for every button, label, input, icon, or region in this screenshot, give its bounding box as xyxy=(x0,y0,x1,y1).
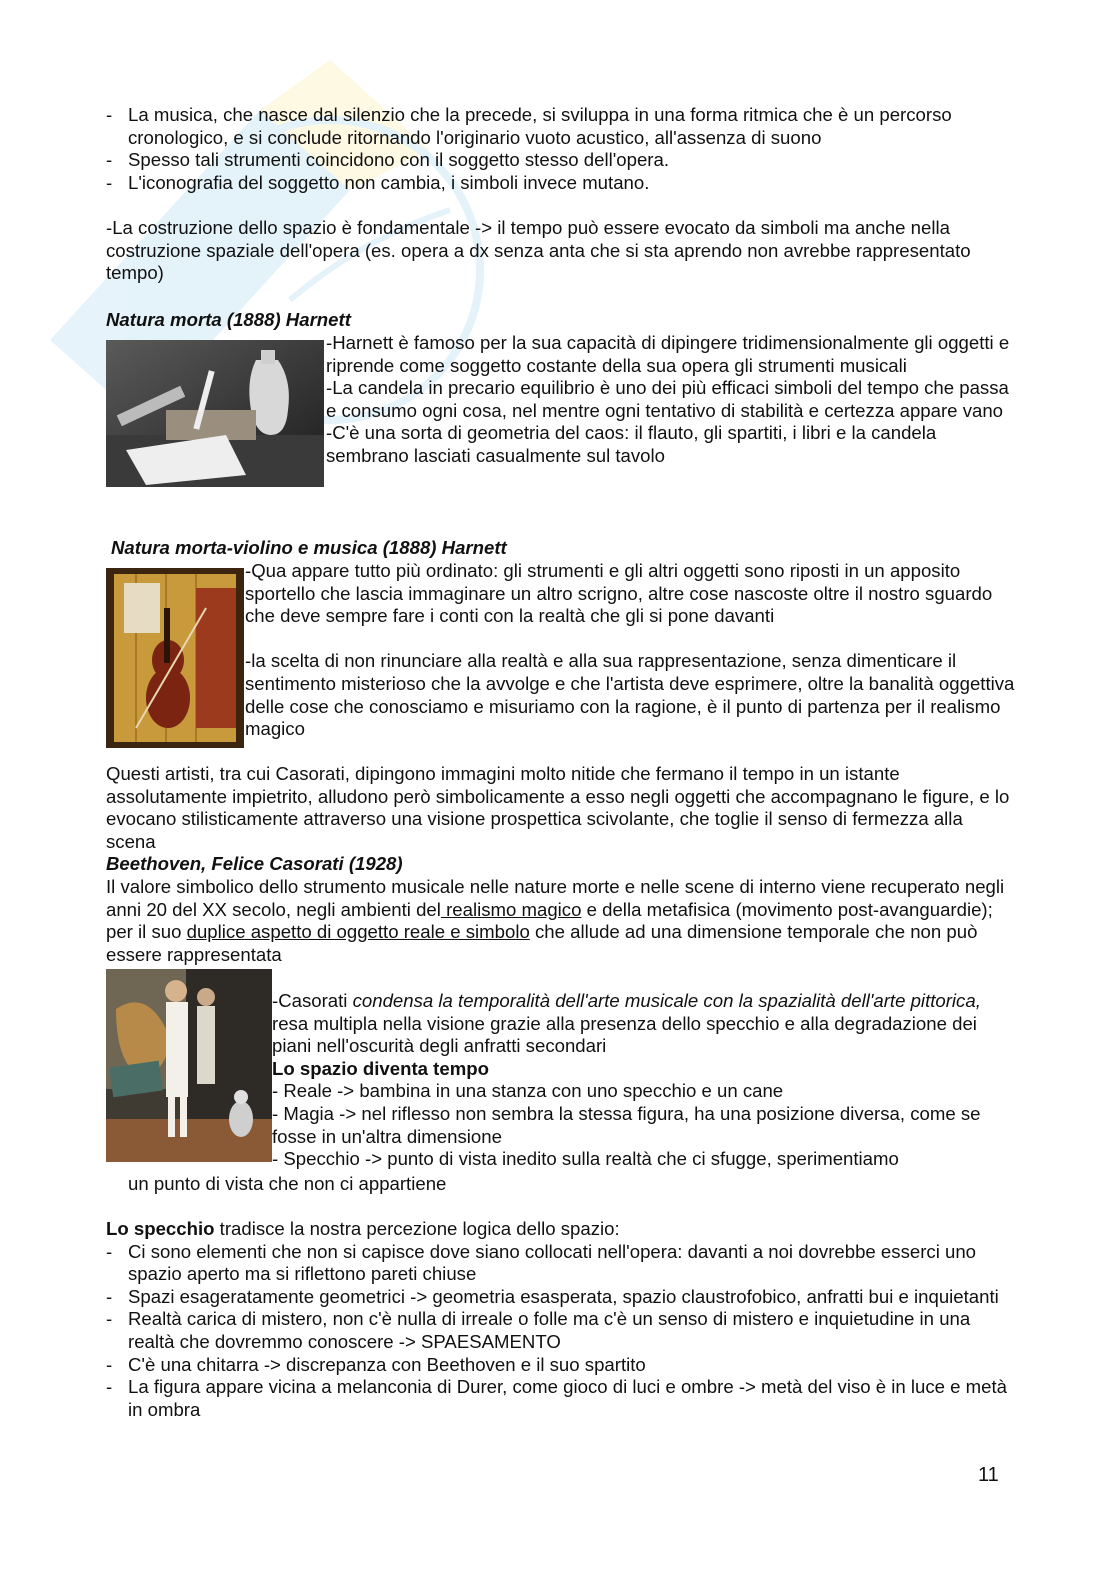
description-line: -la scelta di non rinunciare alla realtà e alla sua rappresentazione, senza dimenticare il sentimento misterioso che la avvolge e che l'artista deve esprimere, oltre la banalità oggettiva delle cose che conosciamo e misuriamo con la ragione, è il punto di partenza per il realismo magico xyxy=(245,650,1015,740)
description-line: -Harnett è famoso per la sua capacità di dipingere tridimensionalmente gli oggetti e riprende come soggetto costante della sua opera gli strumenti musicali xyxy=(326,332,1010,376)
sub-item-continuation: un punto di vista che non ci appartiene xyxy=(128,1173,447,1194)
list-item: - Spesso tali strumenti coincidono con il soggetto stesso dell'opera. xyxy=(106,149,1016,172)
harnett1-title xyxy=(106,309,1016,332)
artists-paragraph: Questi artisti, tra cui Casorati, dipingono immagini molto nitide che fermano il tempo in un istante assolutamente impietrito, alludono però simbolicamente a esso negli oggetti che accompagnano le figure, e lo evocano stilisticamente attraverso una visione prospettica scivolante, che toglie il senso di fermezza alla scena xyxy=(106,763,1010,852)
casorati-description xyxy=(272,990,1016,1171)
sub-item: - Specchio -> punto di vista inedito sulla realtà che ci sfugge, sperimentiamo xyxy=(272,1148,899,1170)
intro-section xyxy=(106,104,1016,285)
harnett-violin-image xyxy=(106,568,244,748)
paragraph-text: Il valore simbolico dello strumento musicale nelle nature morte e nelle scene di interno viene recuperato negli anni 20 del XX secolo, negli ambienti del xyxy=(106,875,1005,920)
casorati-paragraph xyxy=(106,876,1016,966)
description-line: -La candela in precario equilibrio è uno dei più efficaci simboli del tempo che passa e consumo ogni cosa, nel mentre ogni tentativo di stabilità e certezza appare vano xyxy=(326,377,1009,421)
harnett-still-life-image xyxy=(106,340,324,487)
description-text: resa multipla nella visione grazie alla presenza dello specchio e alla degradazione dei piani nell'oscurità degli anfratti secondari xyxy=(272,1012,977,1057)
sub-item: - Magia -> nel riflesso non sembra la stessa figura, ha una posizione diversa, come se fosse in un'altra dimensione xyxy=(272,1102,981,1147)
mirror-bullet-list xyxy=(106,1241,1016,1422)
description-line: -C'è una sorta di geometria del caos: il flauto, gli spartiti, i libri e la candela sembrano lasciati casualmente sul tavolo xyxy=(326,422,937,466)
list-item: - L'iconografia del soggetto non cambia, i simboli invece mutano. xyxy=(106,172,1016,195)
description-line xyxy=(272,990,1016,1058)
harnett2-description xyxy=(245,560,1016,741)
mirror-heading: Lo specchio xyxy=(106,1218,215,1239)
casorati-beethoven-image xyxy=(106,969,272,1162)
mirror-section xyxy=(106,1218,1016,1421)
list-item: - Spazi esageratamente geometrici -> geometria esasperata, spazio claustrofobico, anfratti bui e inquietanti xyxy=(106,1286,1016,1309)
harnett2-title xyxy=(111,537,1021,560)
description-line: -Qua appare tutto più ordinato: gli strumenti e gli altri oggetti sono riposti in un apposito sportello che lascia immaginare un altro scrigno, altre cose nascoste oltre il nostro sguardo che deve sempre fare i conti con la realtà che gli si pone davanti xyxy=(245,560,993,627)
space-paragraph: -La costruzione dello spazio è fondamentale -> il tempo può essere evocato da simboli ma anche nella costruzione spaziale dell'opera (es. opera a dx senza anta che si sta aprendo non avrebbe rappresentato tempo) xyxy=(106,216,971,284)
list-item: - La figura appare vicina a melanconia di Durer, come gioco di luci e ombre -> metà del viso è in luce e metà in ombra xyxy=(106,1376,1016,1421)
casorati-last-line xyxy=(128,1173,1016,1196)
list-item: - Ci sono elementi che non si capisce dove siano collocati nell'opera: davanti a noi dovrebbe esserci uno spazio aperto ma si riflettono pareti chiuse xyxy=(106,1241,1016,1286)
list-item: - Realtà carica di mistero, non c'è nulla di irreale o folle ma c'è un senso di mistero e inquietudine in una realtà che dovremmo conoscere -> SPAESAMENTO xyxy=(106,1308,1016,1353)
casorati-section xyxy=(106,763,1016,966)
list-item: - C'è una chitarra -> discrepanza con Beethoven e il suo spartito xyxy=(106,1354,1016,1377)
harnett1-description xyxy=(326,332,1016,468)
sub-item: - Reale -> bambina in una stanza con uno specchio e un cane xyxy=(272,1080,784,1102)
intro-bullet-list xyxy=(106,104,1016,194)
description-italic: condensa la temporalità dell'arte musicale con la spazialità dell'arte pittorica, xyxy=(352,990,981,1011)
sub-heading: Lo spazio diventa tempo xyxy=(272,1057,489,1079)
realismo-magico-underline: realismo magico xyxy=(440,898,582,920)
list-item: - La musica, che nasce dal silenzio che la precede, si sviluppa in una forma ritmica che è un percorso cronologico, e si conclude ritornando l'originario vuoto acustico, all'assenza di suono xyxy=(106,104,1016,149)
artwork-title: Natura morta (1888) Harnett xyxy=(106,309,351,330)
page-number: 11 xyxy=(978,1464,999,1486)
description-text: -Casorati xyxy=(272,990,353,1011)
duplice-aspetto-underline: duplice aspetto di oggetto reale e simbolo xyxy=(186,921,530,943)
mirror-intro xyxy=(106,1218,1016,1241)
artwork-title: Beethoven, Felice Casorati (1928) xyxy=(106,853,403,875)
mirror-intro-text: tradisce la nostra percezione logica dello spazio: xyxy=(214,1218,620,1239)
paragraph-text: che allude ad una dimensione temporale che non può essere rappresentata xyxy=(106,921,978,965)
paragraph-text: e della metafisica (movimento post-avanguardie); per il suo xyxy=(106,898,993,943)
artwork-title: Natura morta-violino e musica (1888) Harnett xyxy=(111,537,507,558)
